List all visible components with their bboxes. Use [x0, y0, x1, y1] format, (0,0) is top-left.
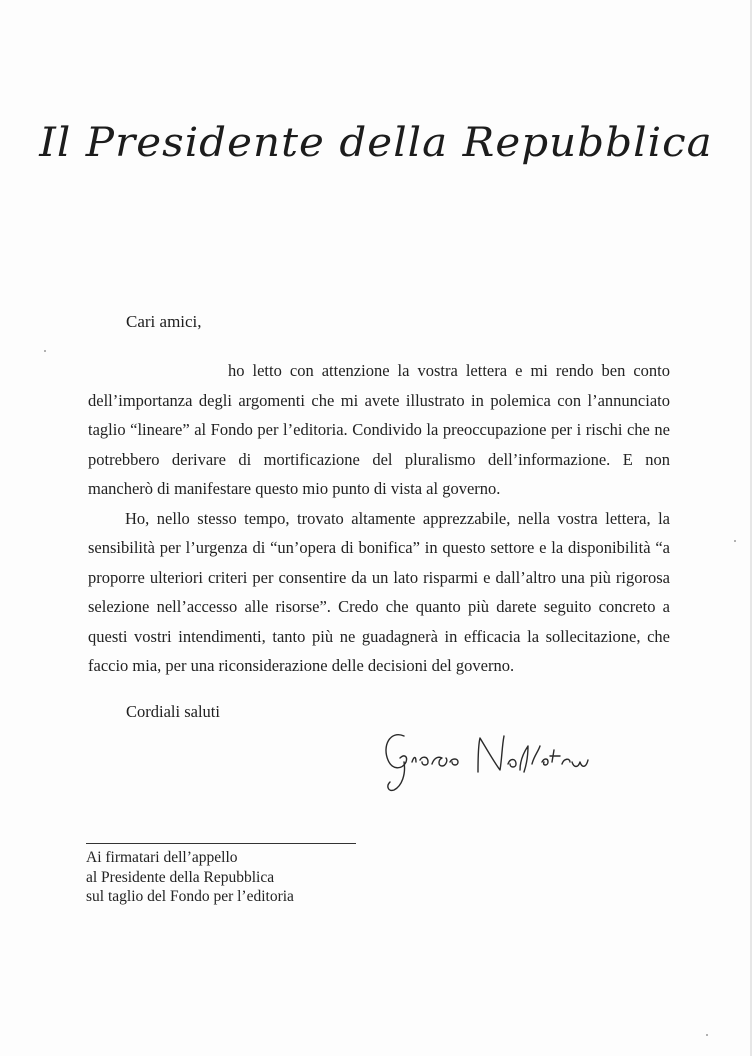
handwritten-signature [378, 716, 608, 796]
letterhead-title: Il Presidente della Repubblica [39, 120, 713, 166]
paper-speck [734, 540, 736, 542]
addressee-line-3: sul taglio del Fondo per l’editoria [86, 888, 294, 905]
addressee-line-1: Ai firmatari dell’appello [86, 849, 238, 866]
closing: Cordiali saluti [126, 702, 220, 721]
addressee-rule [86, 843, 356, 844]
addressee-block [86, 848, 294, 907]
addressee-line-2: al Presidente della Repubblica [86, 868, 275, 886]
paragraph-1: ho letto con attenzione la vostra lettera e mi rendo ben conto dell’importanza degli argomenti che mi avete illustrato in polemica con l’annunciato taglio “lineare” al Fondo per l’editoria. Condivido la preoccupazione per i rischi che ne potrebbero derivare di mortificazione del pluralismo dell’informazione. E non mancherò di manifestare questo mio punto di vista al governo. [88, 361, 670, 498]
letter-body [88, 356, 670, 681]
salutation: Cari amici, [126, 312, 202, 331]
paper-speck [44, 350, 46, 352]
paragraph-2: Ho, nello stesso tempo, trovato altamente apprezzabile, nella vostra lettera, la sensibilità per l’urgenza di “un’opera di bonifica” in questo settore e la disponibilità “a proporre ulteriori criteri per consentire da un lato risparmi e dall’altro una più rigorosa selezione nell’accesso alle risorse”. Credo che quanto più darete seguito concreto a questi vostri intendimenti, tanto più ne guadagnerà in efficacia la sollecitazione, che faccio mia, per una riconsiderazione delle decisioni del governo. [88, 508, 670, 675]
paper-speck [706, 1034, 708, 1036]
